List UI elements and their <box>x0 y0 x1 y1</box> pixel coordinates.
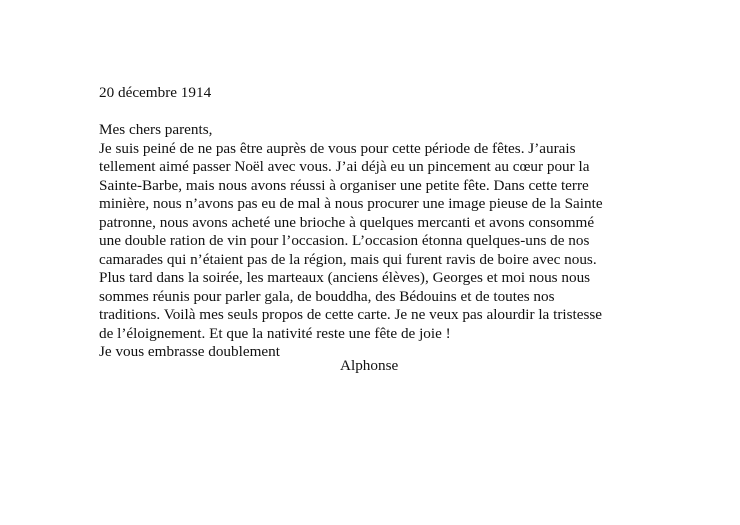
letter-line: patronne, nous avons acheté une brioche à quelques mercanti et avons consommé <box>99 213 595 231</box>
letter-line: tellement aimé passer Noël avec vous. J’ai déjà eu un pincement au cœur pour la <box>99 158 590 175</box>
letter-line: Plus tard dans la soirée, les marteaux (anciens élèves), Georges et moi nous nous <box>99 269 591 286</box>
letter-line: sommes réunis pour parler gala, de bouddha, des Bédouins et de toutes nos <box>99 287 555 305</box>
letter-line: Je vous embrasse doublement <box>99 343 280 360</box>
letter-line: une double ration de vin pour l’occasion. L’occasion étonna quelques-uns de nos <box>99 232 590 249</box>
letter-line: camarades qui n’étaient pas de la région, mais qui furent ravis de boire avec nous. <box>99 250 597 268</box>
letter-line: Sainte-Barbe, mais nous avons réussi à organiser une petite fête. Dans cette terre <box>99 176 589 194</box>
letter-line: Mes chers parents, <box>99 121 213 138</box>
letter-line: Je suis peiné de ne pas être auprès de vous pour cette période de fêtes. J’aurais <box>99 139 576 157</box>
letter-signature: Alphonse <box>340 357 399 374</box>
letter-body <box>99 121 659 362</box>
letter-line: de l’éloignement. Et que la nativité reste une fête de joie ! <box>99 324 451 342</box>
letter-date: 20 décembre 1914 <box>99 84 212 101</box>
letter-line: traditions. Voilà mes seuls propos de cette carte. Je ne veux pas alourdir la tristesse <box>99 306 603 323</box>
letter-line: minière, nous n’avons pas eu de mal à nous procurer une image pieuse de la Sainte <box>99 195 603 212</box>
